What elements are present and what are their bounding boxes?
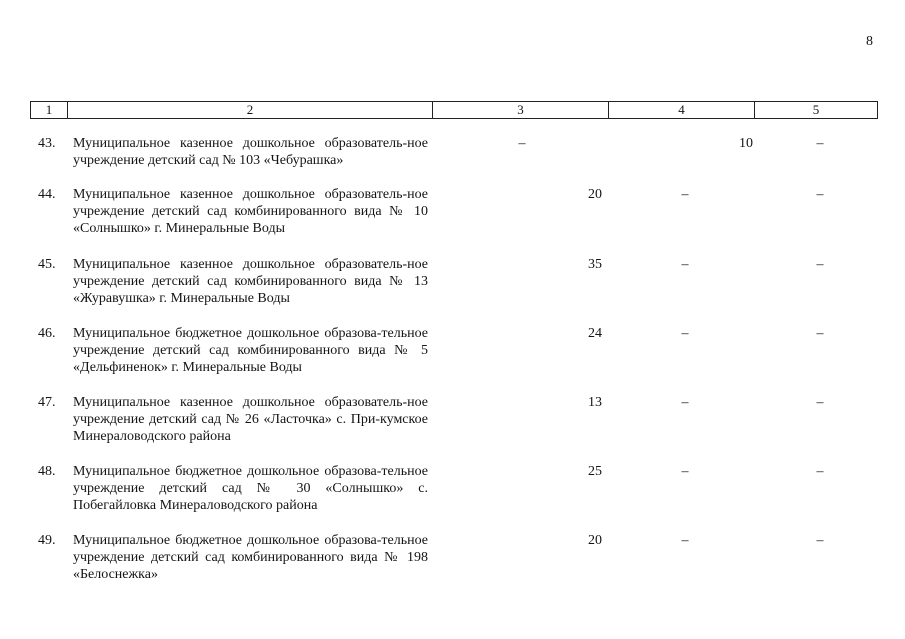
column-number-header [30, 101, 878, 119]
column-4-value: – [681, 326, 689, 341]
column-3-value: 20 [588, 187, 602, 202]
column-5-value: – [816, 533, 824, 548]
institution-name: Муниципальное казенное дошкольное образователь-ное учреждение детский сад комбинированного вида № 13 «Журавушка» г. Минеральные Воды [73, 257, 428, 306]
header-col-2: 2 [68, 102, 433, 119]
institution-name: Муниципальное бюджетное дошкольное образова-тельное учреждение детский сад комбинированного вида № 198 «Белоснежка» [73, 533, 428, 582]
column-4-value: – [681, 395, 689, 410]
page-number: 8 [866, 34, 873, 49]
institution-name: Муниципальное казенное дошкольное образователь-ное учреждение детский сад № 103 «Чебурашка» [73, 136, 428, 168]
row-number: 43. [38, 136, 56, 151]
column-4-value: – [681, 187, 689, 202]
column-4-value: – [681, 533, 689, 548]
column-3-value: 24 [588, 326, 602, 341]
column-3-value: 13 [588, 395, 602, 410]
header-row [31, 102, 878, 119]
column-4-value: 10 [739, 136, 753, 151]
column-3-value: – [518, 136, 526, 151]
row-number: 48. [38, 464, 56, 479]
header-col-5: 5 [755, 102, 878, 119]
institution-name: Муниципальное казенное дошкольное образователь-ное учреждение детский сад № 26 «Ласточка» с. При-кумское Минераловодского района [73, 395, 428, 444]
column-5-value: – [816, 257, 824, 272]
row-number: 47. [38, 395, 56, 410]
column-5-value: – [816, 395, 824, 410]
header-col-1: 1 [31, 102, 68, 119]
column-3-value: 20 [588, 533, 602, 548]
institution-name: Муниципальное казенное дошкольное образователь-ное учреждение детский сад комбинированного вида № 10 «Солнышко» г. Минеральные Воды [73, 187, 428, 236]
column-4-value: – [681, 464, 689, 479]
column-3-value: 35 [588, 257, 602, 272]
row-number: 49. [38, 533, 56, 548]
header-col-4: 4 [609, 102, 755, 119]
row-number: 46. [38, 326, 56, 341]
institution-name: Муниципальное бюджетное дошкольное образова-тельное учреждение детский сад комбинированного вида № 5 «Дельфиненок» г. Минеральные Воды [73, 326, 428, 375]
institution-name: Муниципальное бюджетное дошкольное образова-тельное учреждение детский сад № 30 «Солнышко» с. Побегайловка Минераловодского района [73, 464, 428, 513]
column-5-value: – [816, 136, 824, 151]
row-number: 44. [38, 187, 56, 202]
column-3-value: 25 [588, 464, 602, 479]
column-5-value: – [816, 187, 824, 202]
column-5-value: – [816, 464, 824, 479]
header-col-3: 3 [433, 102, 609, 119]
column-5-value: – [816, 326, 824, 341]
row-number: 45. [38, 257, 56, 272]
column-4-value: – [681, 257, 689, 272]
